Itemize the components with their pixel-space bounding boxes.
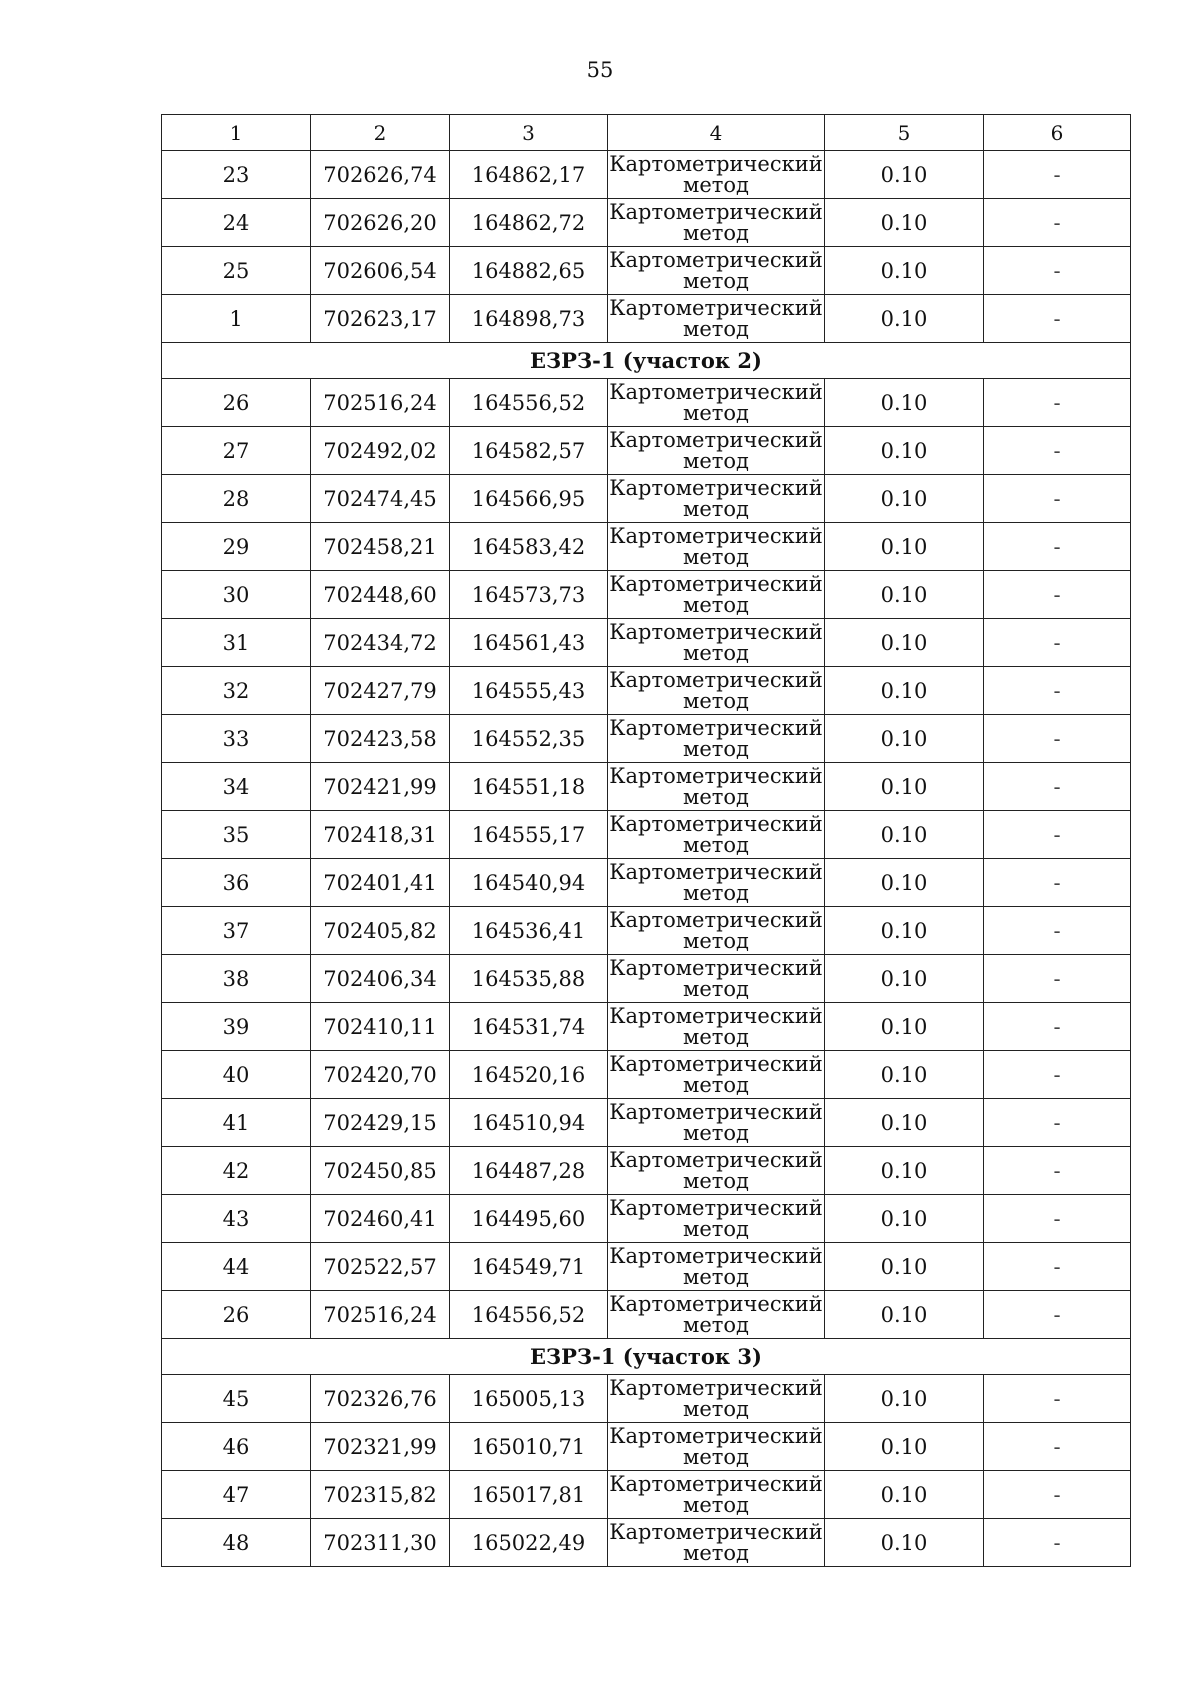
coordinate-x: 702429,15 xyxy=(311,1099,450,1147)
method-line-2: метод xyxy=(683,1072,749,1097)
coordinate-x: 702450,85 xyxy=(311,1147,450,1195)
method-line-1: Картометрический xyxy=(609,859,823,884)
method-line-2: метод xyxy=(683,448,749,473)
method-line-1: Картометрический xyxy=(609,1243,823,1268)
method-line-1: Картометрический xyxy=(609,955,823,980)
description-cell: - xyxy=(984,571,1131,619)
coordinate-x: 702458,21 xyxy=(311,523,450,571)
table-row xyxy=(162,1003,1131,1051)
header-cell-5: 5 xyxy=(825,115,984,151)
point-number: 36 xyxy=(162,859,311,907)
method-line-2: метод xyxy=(683,316,749,341)
coordinate-y: 164556,52 xyxy=(450,1291,608,1339)
method-cell xyxy=(608,199,825,247)
description-cell: - xyxy=(984,1003,1131,1051)
coordinate-x: 702410,11 xyxy=(311,1003,450,1051)
table-row xyxy=(162,523,1131,571)
method-line-1: Картометрический xyxy=(609,1195,823,1220)
table-row xyxy=(162,427,1131,475)
table-row xyxy=(162,199,1131,247)
method-line-1: Картометрический xyxy=(609,1051,823,1076)
point-number: 45 xyxy=(162,1375,311,1423)
description-cell: - xyxy=(984,1099,1131,1147)
accuracy-value: 0.10 xyxy=(825,1471,984,1519)
description-cell: - xyxy=(984,1291,1131,1339)
description-cell: - xyxy=(984,427,1131,475)
section-title-row xyxy=(162,1339,1131,1375)
accuracy-value: 0.10 xyxy=(825,1147,984,1195)
coordinate-x: 702418,31 xyxy=(311,811,450,859)
accuracy-value: 0.10 xyxy=(825,1291,984,1339)
description-cell: - xyxy=(984,523,1131,571)
point-number: 28 xyxy=(162,475,311,523)
coordinate-x: 702448,60 xyxy=(311,571,450,619)
point-number: 32 xyxy=(162,667,311,715)
description-cell: - xyxy=(984,1051,1131,1099)
description-cell: - xyxy=(984,1423,1131,1471)
method-line-2: метод xyxy=(683,1024,749,1049)
method-line-2: метод xyxy=(683,1168,749,1193)
coordinate-x: 702405,82 xyxy=(311,907,450,955)
coordinate-y: 164882,65 xyxy=(450,247,608,295)
table-row xyxy=(162,1195,1131,1243)
description-cell: - xyxy=(984,1195,1131,1243)
method-cell xyxy=(608,151,825,199)
coordinate-x: 702522,57 xyxy=(311,1243,450,1291)
accuracy-value: 0.10 xyxy=(825,1375,984,1423)
method-cell xyxy=(608,1147,825,1195)
description-cell: - xyxy=(984,811,1131,859)
coordinate-x: 702626,20 xyxy=(311,199,450,247)
method-line-1: Картометрический xyxy=(609,1291,823,1316)
point-number: 24 xyxy=(162,199,311,247)
method-line-1: Картометрический xyxy=(609,1099,823,1124)
method-line-1: Картометрический xyxy=(609,1519,823,1544)
coordinate-x: 702434,72 xyxy=(311,619,450,667)
table-row xyxy=(162,1291,1131,1339)
table-row xyxy=(162,1375,1131,1423)
table-row xyxy=(162,1243,1131,1291)
table-row xyxy=(162,151,1131,199)
accuracy-value: 0.10 xyxy=(825,379,984,427)
coordinate-x: 702315,82 xyxy=(311,1471,450,1519)
coordinate-x: 702516,24 xyxy=(311,1291,450,1339)
coordinate-y: 164520,16 xyxy=(450,1051,608,1099)
table-row xyxy=(162,811,1131,859)
method-cell xyxy=(608,859,825,907)
coordinate-x: 702321,99 xyxy=(311,1423,450,1471)
table-row xyxy=(162,1471,1131,1519)
coordinate-x: 702423,58 xyxy=(311,715,450,763)
method-line-2: метод xyxy=(683,928,749,953)
point-number: 41 xyxy=(162,1099,311,1147)
coordinates-table xyxy=(161,114,1131,1567)
header-cell-3: 3 xyxy=(450,115,608,151)
accuracy-value: 0.10 xyxy=(825,955,984,1003)
coordinate-y: 164573,73 xyxy=(450,571,608,619)
point-number: 26 xyxy=(162,379,311,427)
method-line-2: метод xyxy=(683,640,749,665)
table-row xyxy=(162,1099,1131,1147)
accuracy-value: 0.10 xyxy=(825,247,984,295)
table-row xyxy=(162,1519,1131,1567)
table-row xyxy=(162,907,1131,955)
method-line-1: Картометрический xyxy=(609,1375,823,1400)
header-cell-4: 4 xyxy=(608,115,825,151)
point-number: 26 xyxy=(162,1291,311,1339)
coordinate-x: 702460,41 xyxy=(311,1195,450,1243)
method-line-2: метод xyxy=(683,1216,749,1241)
method-cell xyxy=(608,379,825,427)
coordinate-y: 164556,52 xyxy=(450,379,608,427)
point-number: 30 xyxy=(162,571,311,619)
method-line-2: метод xyxy=(683,544,749,569)
accuracy-value: 0.10 xyxy=(825,199,984,247)
table-row xyxy=(162,379,1131,427)
method-cell xyxy=(608,295,825,343)
coordinate-x: 702626,74 xyxy=(311,151,450,199)
method-cell xyxy=(608,907,825,955)
method-line-2: метод xyxy=(683,736,749,761)
section-title: ЕЗРЗ-1 (участок 3) xyxy=(162,1339,1131,1375)
coordinate-y: 164862,72 xyxy=(450,199,608,247)
accuracy-value: 0.10 xyxy=(825,1243,984,1291)
coordinate-y: 164555,17 xyxy=(450,811,608,859)
accuracy-value: 0.10 xyxy=(825,667,984,715)
point-number: 29 xyxy=(162,523,311,571)
method-cell xyxy=(608,955,825,1003)
method-line-2: метод xyxy=(683,1444,749,1469)
method-cell xyxy=(608,1243,825,1291)
coordinate-y: 164535,88 xyxy=(450,955,608,1003)
method-line-2: метод xyxy=(683,1312,749,1337)
method-cell xyxy=(608,475,825,523)
accuracy-value: 0.10 xyxy=(825,1099,984,1147)
method-line-1: Картометрический xyxy=(609,523,823,548)
description-cell: - xyxy=(984,247,1131,295)
method-line-1: Картометрический xyxy=(609,247,823,272)
description-cell: - xyxy=(984,295,1131,343)
description-cell: - xyxy=(984,955,1131,1003)
coordinate-x: 702474,45 xyxy=(311,475,450,523)
method-cell xyxy=(608,1003,825,1051)
description-cell: - xyxy=(984,1147,1131,1195)
method-line-2: метод xyxy=(683,976,749,1001)
coordinate-x: 702492,02 xyxy=(311,427,450,475)
method-cell xyxy=(608,1375,825,1423)
section-title-row xyxy=(162,343,1131,379)
point-number: 40 xyxy=(162,1051,311,1099)
method-line-1: Картометрический xyxy=(609,151,823,176)
method-line-1: Картометрический xyxy=(609,763,823,788)
coordinate-y: 164583,42 xyxy=(450,523,608,571)
method-cell xyxy=(608,427,825,475)
accuracy-value: 0.10 xyxy=(825,295,984,343)
method-line-1: Картометрический xyxy=(609,295,823,320)
method-cell xyxy=(608,1519,825,1567)
coordinate-y: 165010,71 xyxy=(450,1423,608,1471)
method-cell xyxy=(608,1051,825,1099)
coordinate-y: 164495,60 xyxy=(450,1195,608,1243)
accuracy-value: 0.10 xyxy=(825,619,984,667)
point-number: 31 xyxy=(162,619,311,667)
method-line-2: метод xyxy=(683,1264,749,1289)
accuracy-value: 0.10 xyxy=(825,811,984,859)
method-line-2: метод xyxy=(683,496,749,521)
accuracy-value: 0.10 xyxy=(825,1003,984,1051)
header-cell-2: 2 xyxy=(311,115,450,151)
method-cell xyxy=(608,715,825,763)
description-cell: - xyxy=(984,715,1131,763)
coordinate-y: 165022,49 xyxy=(450,1519,608,1567)
page-number: 55 xyxy=(586,58,614,82)
method-line-2: метод xyxy=(683,688,749,713)
description-cell: - xyxy=(984,859,1131,907)
method-line-1: Картометрический xyxy=(609,1003,823,1028)
method-cell xyxy=(608,811,825,859)
method-line-1: Картометрический xyxy=(609,199,823,224)
coordinate-y: 164540,94 xyxy=(450,859,608,907)
method-cell xyxy=(608,1195,825,1243)
method-line-2: метод xyxy=(683,1492,749,1517)
coordinate-y: 164555,43 xyxy=(450,667,608,715)
point-number: 25 xyxy=(162,247,311,295)
method-line-2: метод xyxy=(683,592,749,617)
point-number: 23 xyxy=(162,151,311,199)
accuracy-value: 0.10 xyxy=(825,151,984,199)
table-row xyxy=(162,715,1131,763)
point-number: 44 xyxy=(162,1243,311,1291)
coordinate-x: 702401,41 xyxy=(311,859,450,907)
point-number: 27 xyxy=(162,427,311,475)
coordinate-y: 164536,41 xyxy=(450,907,608,955)
coordinate-x: 702427,79 xyxy=(311,667,450,715)
table-row xyxy=(162,571,1131,619)
accuracy-value: 0.10 xyxy=(825,475,984,523)
table-row xyxy=(162,763,1131,811)
table-row xyxy=(162,1051,1131,1099)
point-number: 42 xyxy=(162,1147,311,1195)
method-cell xyxy=(608,1099,825,1147)
coordinate-x: 702623,17 xyxy=(311,295,450,343)
header-row xyxy=(162,115,1131,151)
method-line-1: Картометрический xyxy=(609,1423,823,1448)
header-cell-1: 1 xyxy=(162,115,311,151)
point-number: 33 xyxy=(162,715,311,763)
point-number: 35 xyxy=(162,811,311,859)
table-row xyxy=(162,295,1131,343)
accuracy-value: 0.10 xyxy=(825,859,984,907)
method-cell xyxy=(608,1291,825,1339)
accuracy-value: 0.10 xyxy=(825,1423,984,1471)
method-cell xyxy=(608,247,825,295)
table-body xyxy=(162,115,1131,1567)
point-number: 47 xyxy=(162,1471,311,1519)
coordinate-x: 702516,24 xyxy=(311,379,450,427)
point-number: 46 xyxy=(162,1423,311,1471)
description-cell: - xyxy=(984,199,1131,247)
accuracy-value: 0.10 xyxy=(825,907,984,955)
point-number: 38 xyxy=(162,955,311,1003)
accuracy-value: 0.10 xyxy=(825,571,984,619)
method-line-1: Картометрический xyxy=(609,907,823,932)
method-line-2: метод xyxy=(683,172,749,197)
coordinate-y: 164552,35 xyxy=(450,715,608,763)
method-line-2: метод xyxy=(683,880,749,905)
description-cell: - xyxy=(984,1471,1131,1519)
table-row xyxy=(162,859,1131,907)
coordinate-x: 702406,34 xyxy=(311,955,450,1003)
description-cell: - xyxy=(984,151,1131,199)
coordinate-y: 164561,43 xyxy=(450,619,608,667)
coordinate-x: 702326,76 xyxy=(311,1375,450,1423)
table-row xyxy=(162,475,1131,523)
accuracy-value: 0.10 xyxy=(825,427,984,475)
method-line-1: Картометрический xyxy=(609,811,823,836)
method-line-2: метод xyxy=(683,1396,749,1421)
method-line-1: Картометрический xyxy=(609,475,823,500)
method-cell xyxy=(608,667,825,715)
method-line-1: Картометрический xyxy=(609,619,823,644)
coordinate-y: 164582,57 xyxy=(450,427,608,475)
description-cell: - xyxy=(984,475,1131,523)
coordinate-y: 164566,95 xyxy=(450,475,608,523)
accuracy-value: 0.10 xyxy=(825,1519,984,1567)
point-number: 1 xyxy=(162,295,311,343)
method-line-1: Картометрический xyxy=(609,1147,823,1172)
coordinate-y: 165005,13 xyxy=(450,1375,608,1423)
method-line-1: Картометрический xyxy=(609,667,823,692)
method-line-2: метод xyxy=(683,1120,749,1145)
coordinate-y: 164549,71 xyxy=(450,1243,608,1291)
accuracy-value: 0.10 xyxy=(825,715,984,763)
table-row xyxy=(162,1147,1131,1195)
point-number: 48 xyxy=(162,1519,311,1567)
coordinate-y: 164531,74 xyxy=(450,1003,608,1051)
description-cell: - xyxy=(984,667,1131,715)
accuracy-value: 0.10 xyxy=(825,1195,984,1243)
method-cell xyxy=(608,619,825,667)
method-line-2: метод xyxy=(683,268,749,293)
point-number: 34 xyxy=(162,763,311,811)
coordinate-x: 702606,54 xyxy=(311,247,450,295)
coordinate-y: 165017,81 xyxy=(450,1471,608,1519)
method-line-1: Картометрический xyxy=(609,715,823,740)
method-line-1: Картометрический xyxy=(609,1471,823,1496)
method-cell xyxy=(608,763,825,811)
coordinate-x: 702311,30 xyxy=(311,1519,450,1567)
table-row xyxy=(162,1423,1131,1471)
method-cell xyxy=(608,1423,825,1471)
method-line-2: метод xyxy=(683,400,749,425)
accuracy-value: 0.10 xyxy=(825,523,984,571)
method-cell xyxy=(608,1471,825,1519)
coordinate-y: 164487,28 xyxy=(450,1147,608,1195)
coordinate-y: 164862,17 xyxy=(450,151,608,199)
table-row xyxy=(162,619,1131,667)
coordinate-y: 164510,94 xyxy=(450,1099,608,1147)
method-line-2: метод xyxy=(683,1540,749,1565)
method-line-2: метод xyxy=(683,832,749,857)
description-cell: - xyxy=(984,379,1131,427)
method-line-1: Картометрический xyxy=(609,571,823,596)
method-cell xyxy=(608,571,825,619)
method-cell xyxy=(608,523,825,571)
point-number: 37 xyxy=(162,907,311,955)
coordinate-y: 164898,73 xyxy=(450,295,608,343)
coordinate-y: 164551,18 xyxy=(450,763,608,811)
table-row xyxy=(162,955,1131,1003)
method-line-2: метод xyxy=(683,784,749,809)
description-cell: - xyxy=(984,1243,1131,1291)
coordinate-x: 702421,99 xyxy=(311,763,450,811)
description-cell: - xyxy=(984,1375,1131,1423)
method-line-2: метод xyxy=(683,220,749,245)
description-cell: - xyxy=(984,907,1131,955)
table-row xyxy=(162,247,1131,295)
table-row xyxy=(162,667,1131,715)
coordinate-x: 702420,70 xyxy=(311,1051,450,1099)
point-number: 39 xyxy=(162,1003,311,1051)
point-number: 43 xyxy=(162,1195,311,1243)
section-title: ЕЗРЗ-1 (участок 2) xyxy=(162,343,1131,379)
description-cell: - xyxy=(984,763,1131,811)
accuracy-value: 0.10 xyxy=(825,763,984,811)
header-cell-6: 6 xyxy=(984,115,1131,151)
accuracy-value: 0.10 xyxy=(825,1051,984,1099)
description-cell: - xyxy=(984,1519,1131,1567)
method-line-1: Картометрический xyxy=(609,379,823,404)
method-line-1: Картометрический xyxy=(609,427,823,452)
description-cell: - xyxy=(984,619,1131,667)
